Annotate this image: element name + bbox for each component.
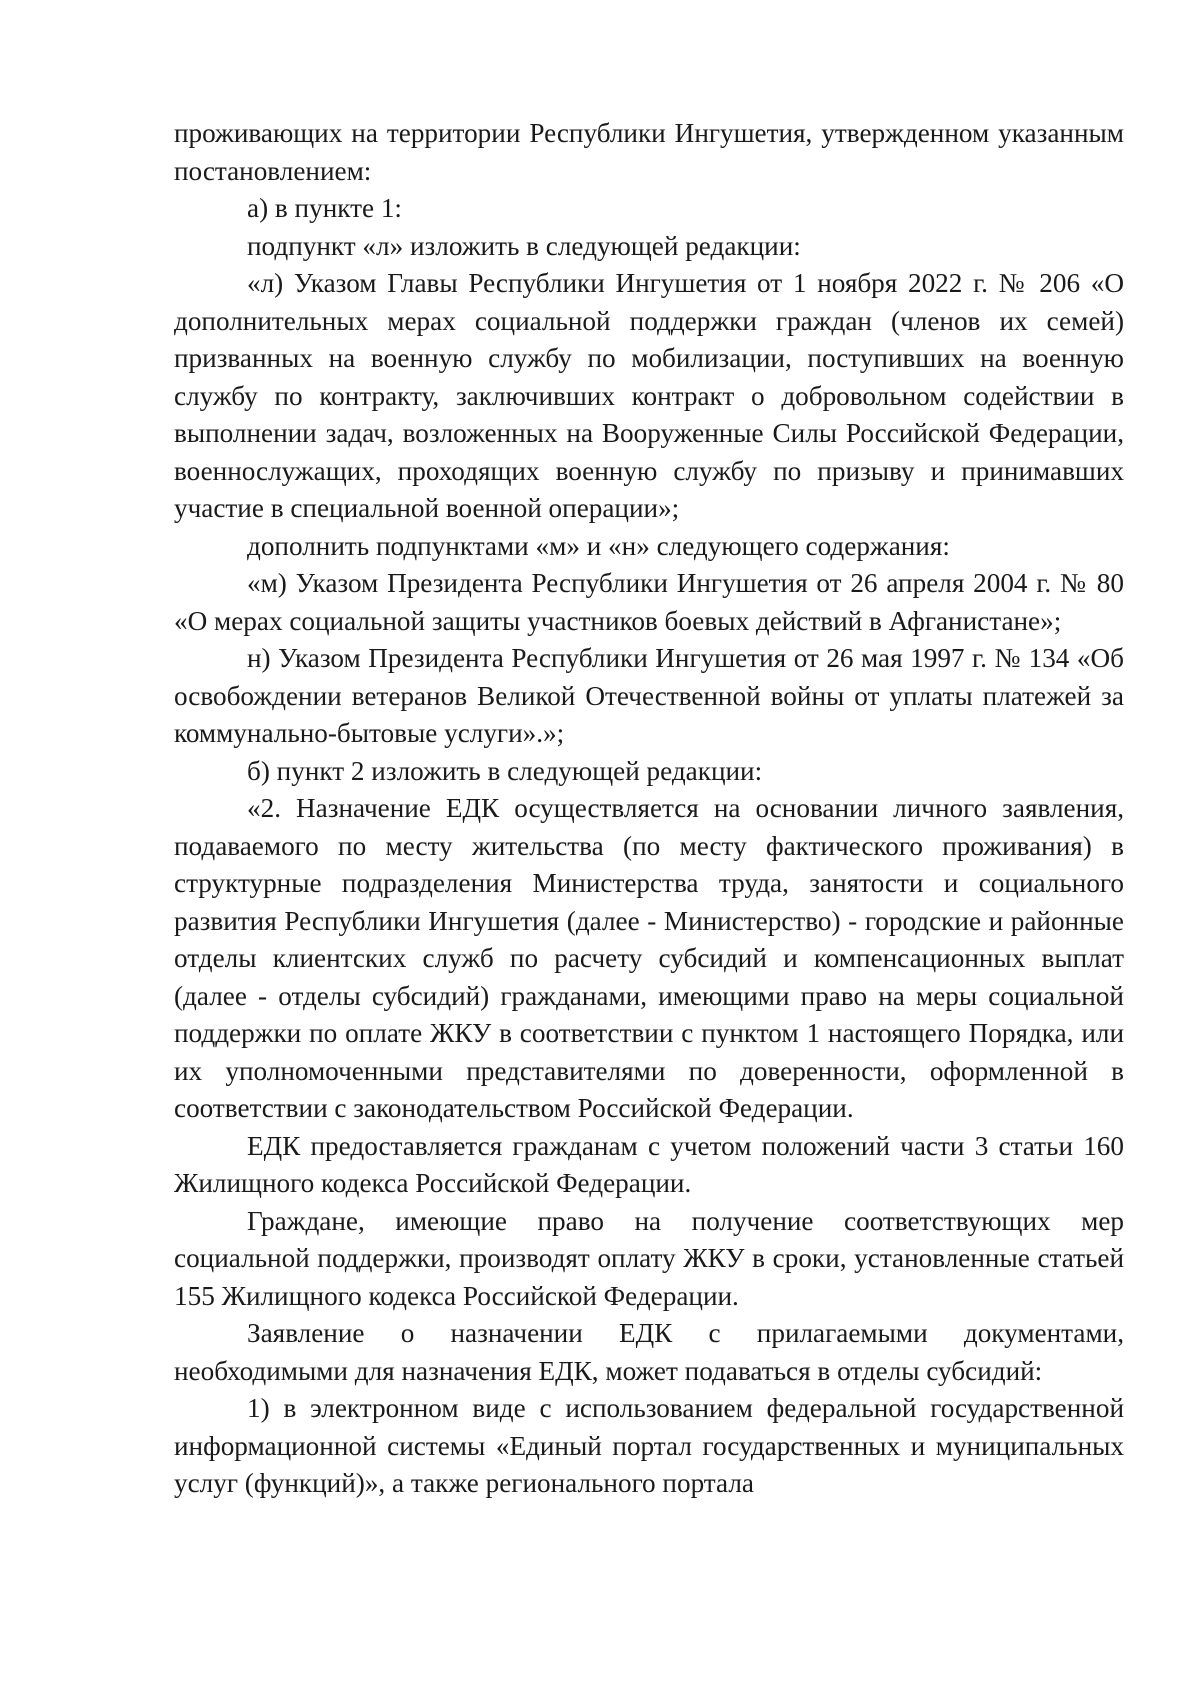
paragraph-electronic-submission: 1) в электронном виде с использованием федеральной государственной информационной системы «Единый портал государственных и муниципальных услуг (функций)», а также регионального портала (174, 1393, 1124, 1498)
paragraph-continuation: проживающих на территории Республики Ингушетия, утвержденном указанным постановлением: (174, 118, 1124, 186)
paragraph-citizens-payment: Граждане, имеющие право на получение соответствующих мер социальной поддержки, производят оплату ЖКУ в сроки, установленные статьей 155 Жилищного кодекса Российской Федерации. (174, 1205, 1124, 1311)
paragraph-item-b: б) пункт 2 изложить в следующей редакции: (247, 755, 763, 786)
paragraph-application: Заявление о назначении ЕДК с прилагаемыми документами, необходимыми для назначения ЕДК, может подаваться в отделы субсидий: (174, 1318, 1124, 1386)
paragraph-edk-provision: ЕДК предоставляется гражданам с учетом положений части 3 статьи 160 Жилищного кодекса Российской Федерации. (174, 1130, 1124, 1198)
paragraph-point-2: «2. Назначение ЕДК осуществляется на основании личного заявления, подаваемого по месту жительства (по месту фактического проживания) в структурные подразделения Министерства труда, занятости и социального развития Республики Ингушетия (далее - Министерство) - городские и районные отделы клиентских служб по расчету субсидий и компенсационных выплат (далее - отделы субсидий) гражданами, имеющими право на меры социальной поддержки по оплате ЖКУ в соответствии с пунктом 1 настоящего Порядка, или их уполномоченными представителями по доверенности, оформленной в соответствии с законодательством Российской Федерации. (174, 793, 1124, 1123)
paragraph-item-a: а) в пункте 1: (247, 193, 402, 223)
paragraph-add-m-n-intro: дополнить подпунктами «м» и «н» следующего содержания: (247, 530, 950, 561)
paragraph-subitem-n: н) Указом Президента Республики Ингушетия от 26 мая 1997 г. № 134 «Об освобождении ветеранов Великой Отечественной войны от уплаты платежей за коммунально-бытовые услуги».»; (174, 643, 1124, 748)
paragraph-subitem-m: «м) Указом Президента Республики Ингушетия от 26 апреля 2004 г. № 80 «О мерах социальной защиты участников боевых действий в Афганистане»; (174, 568, 1124, 636)
paragraph-subitem-l-intro: подпункт «л» изложить в следующей редакции: (247, 230, 801, 261)
document-page (174, 115, 1124, 1503)
paragraph-subitem-l: «л) Указом Главы Республики Ингушетия от 1 ноября 2022 г. № 206 «О дополнительных мерах социальной поддержки граждан (членов их семей) призванных на военную службу по мобилизации, поступивших на военную службу по контракту, заключивших контракт о добровольном содействии в выполнении задач, возложенных на Вооруженные Силы Российской Федерации, военнослужащих, проходящих военную службу по призыву и принимавших участие в специальной военной операции»; (174, 268, 1124, 523)
